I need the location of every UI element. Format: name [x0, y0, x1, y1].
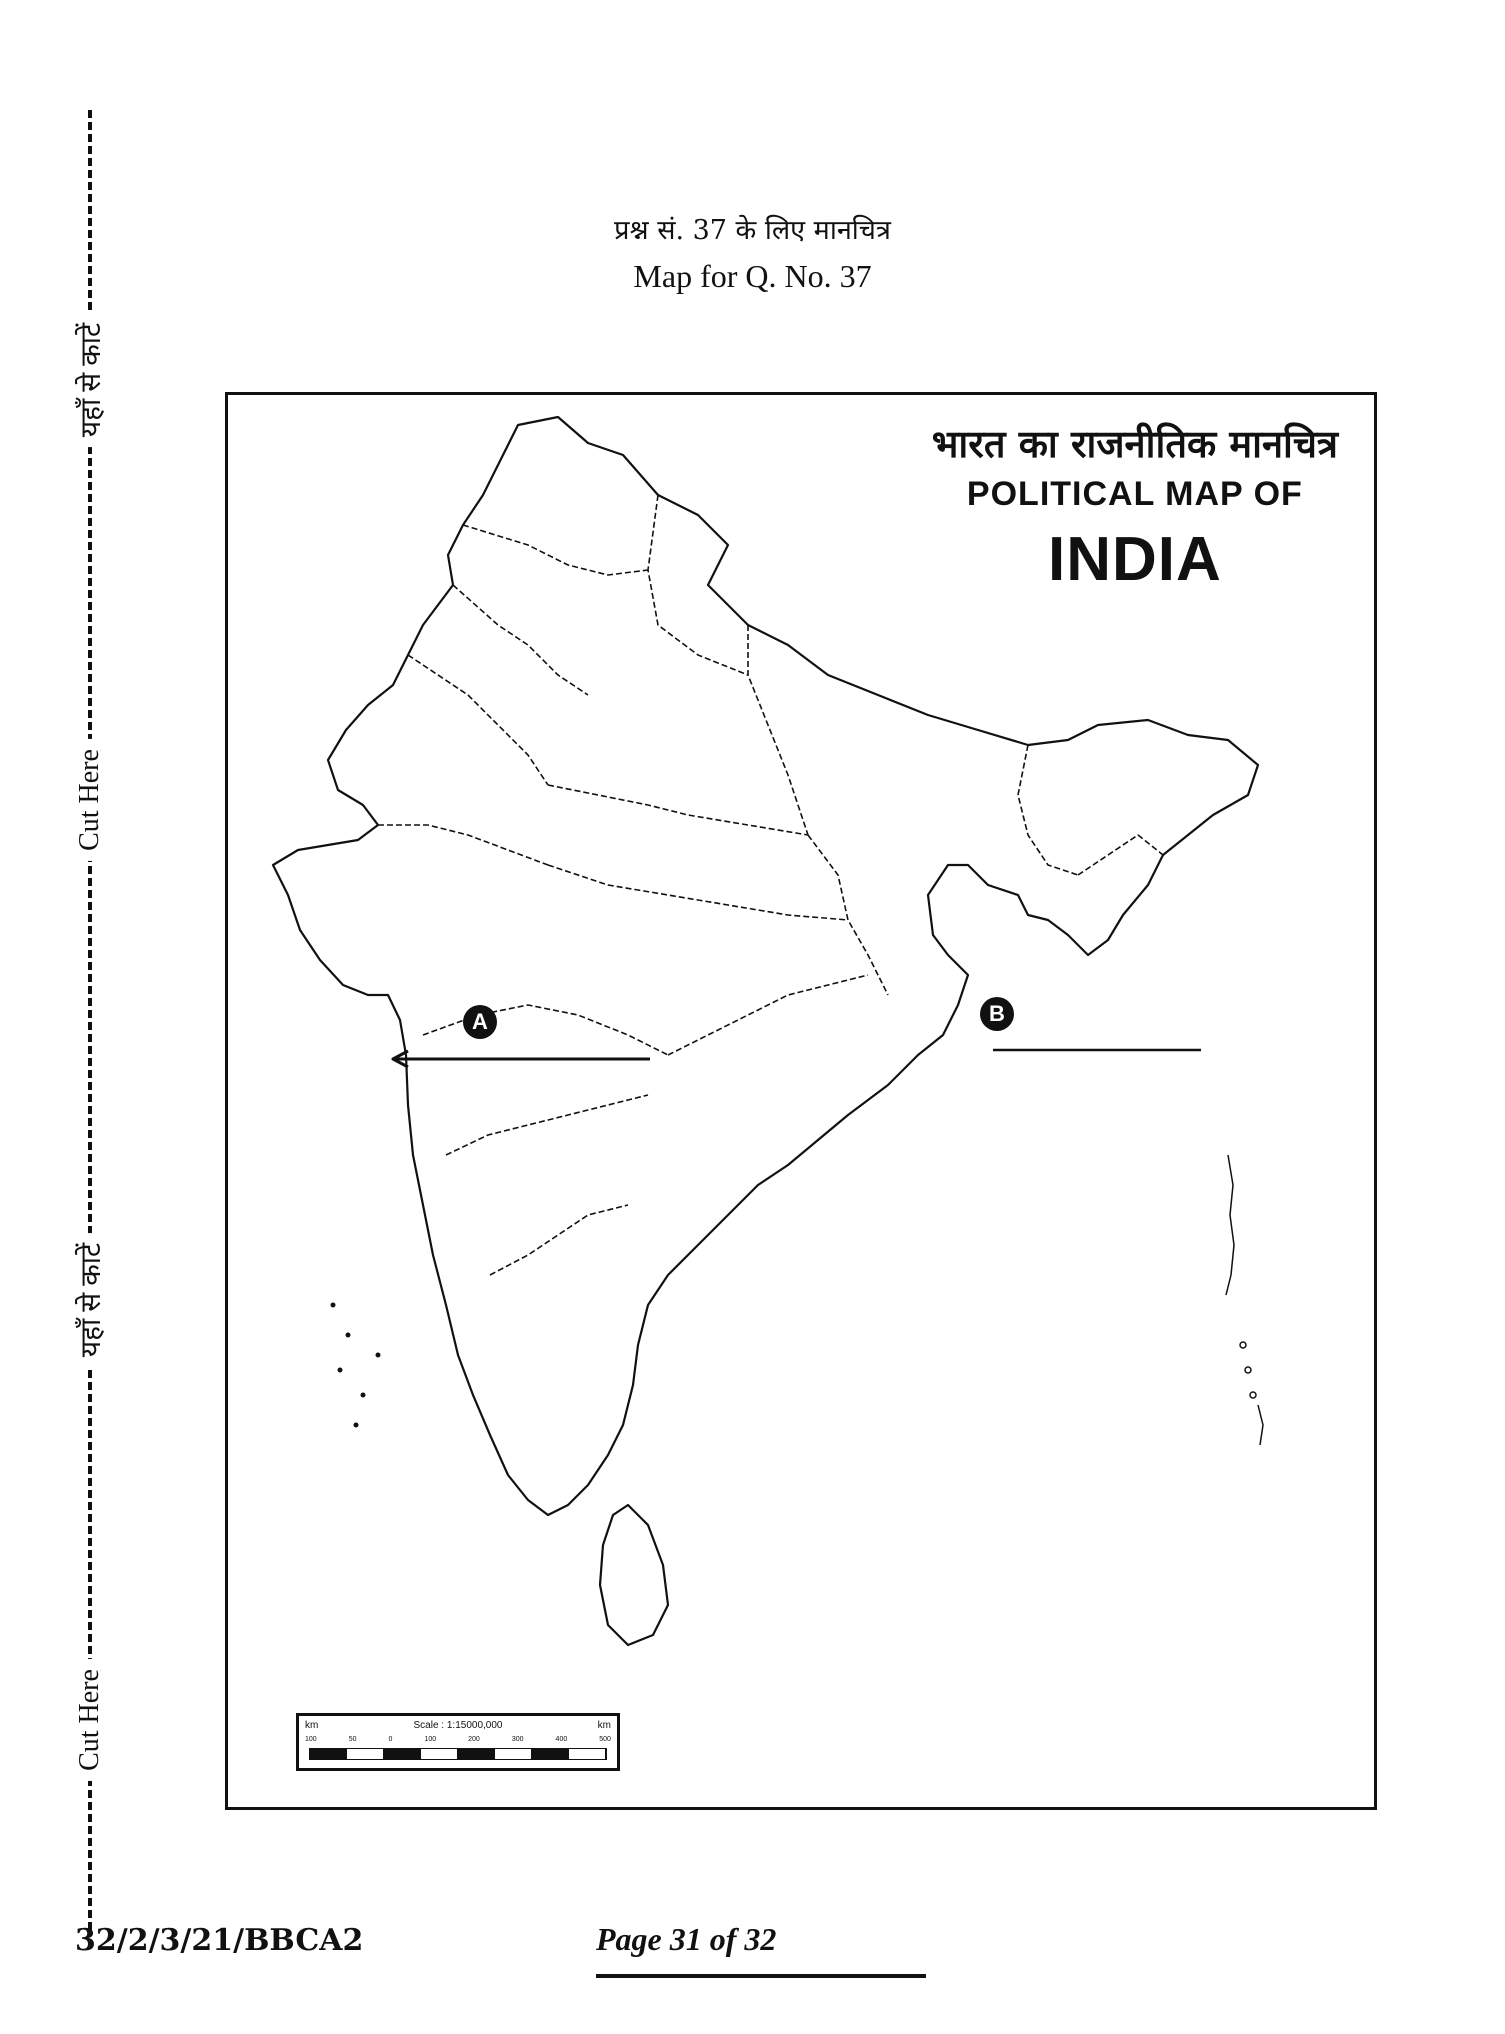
paper-code: 32/2/3/21/BBCA2 [75, 1923, 364, 1958]
scale-tick: 100 [424, 1736, 437, 1743]
question-title-english: Map for Q. No. 37 [633, 258, 872, 294]
cut-margin [60, 110, 120, 1930]
scale-tick: 400 [555, 1736, 568, 1743]
marker-a: A [463, 1005, 497, 1039]
state-boundary [668, 975, 868, 1055]
page-number: Page 31 of 32 [596, 1921, 777, 1957]
map-title-india: INDIA [1047, 525, 1222, 594]
scale-unit-left: km [305, 1720, 319, 1731]
map-title-hindi: भारत का राजनीतिक मानचित्र [931, 422, 1338, 466]
scale-ticks [305, 1736, 611, 1743]
state-boundary [453, 585, 588, 695]
map-title-english: POLITICAL MAP OF [966, 475, 1303, 513]
state-boundary [378, 825, 548, 865]
scale-tick: 200 [468, 1736, 480, 1743]
scale-tick: 500 [599, 1736, 611, 1743]
state-boundary [446, 1095, 648, 1155]
map-frame [225, 392, 1377, 1810]
lakshadweep-islands [331, 1303, 381, 1428]
state-boundary [408, 655, 548, 785]
state-boundary [748, 625, 808, 835]
cut-label-hindi-2: यहाँ से काटें [63, 1233, 117, 1367]
cut-label-english-2: Cut Here [66, 1659, 114, 1781]
scale-graduation [309, 1748, 607, 1760]
scale-tick: 300 [511, 1736, 524, 1743]
cut-label-hindi-1: यहाँ से काटें [63, 313, 117, 447]
cut-label-english-1: Cut Here [66, 739, 114, 861]
india-outline-map [228, 395, 1374, 1807]
scale-tick: 50 [348, 1736, 357, 1743]
scale-tick: 100 [305, 1736, 317, 1743]
question-title-hindi: प्रश्न सं. 37 के लिए मानचित्र [614, 215, 891, 246]
state-boundary [1078, 835, 1163, 875]
nicobar-islands [1258, 1405, 1263, 1445]
scale-tick: 0 [388, 1736, 393, 1743]
state-boundary [423, 1005, 668, 1055]
state-boundary [548, 865, 848, 920]
scale-bar [296, 1713, 620, 1771]
marker-b: B [980, 997, 1014, 1031]
map-heading [932, 417, 1338, 595]
andaman-islands [1226, 1155, 1234, 1295]
scale-unit-right: km [597, 1720, 611, 1731]
state-boundary [1018, 745, 1078, 875]
state-boundary [548, 785, 808, 835]
sri-lanka-outline [600, 1505, 668, 1645]
page-number-underline [596, 1974, 926, 1978]
state-boundary [490, 1205, 628, 1275]
state-boundary [808, 835, 888, 995]
scale-bar-header [305, 1720, 611, 1731]
state-boundary [648, 495, 748, 675]
state-boundary [463, 525, 648, 575]
scale-text: Scale : 1:15000,000 [413, 1720, 503, 1731]
